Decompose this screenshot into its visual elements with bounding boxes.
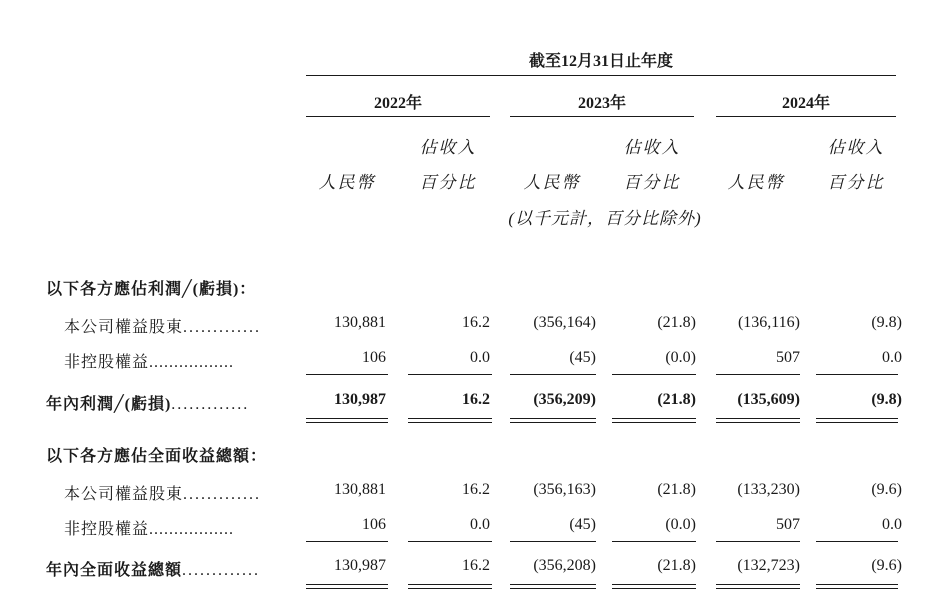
section-heading-comprehensive: 以下各方應佔全面收益總額： — [46, 448, 268, 465]
subtotal-rule — [510, 541, 596, 542]
year-rule-2022 — [306, 116, 490, 117]
ratio-header-2022-line2: 百分比 — [419, 173, 477, 192]
double-rule — [408, 422, 492, 423]
currency-header-2022: 人民幣 — [318, 173, 376, 192]
dot-leader: ............. — [183, 319, 262, 336]
row-label: 非控股權益................. — [64, 521, 235, 538]
subtotal-rule — [612, 374, 696, 375]
double-rule — [816, 588, 898, 589]
row-label: 本公司權益股東............. — [64, 486, 262, 503]
ratio-header-2024-line2: 百分比 — [827, 173, 885, 192]
cell-2024-pct: (9.8) — [871, 314, 902, 331]
cell-2023-rmb: (356,163) — [533, 481, 596, 498]
total-2023-pct: (21.8) — [657, 391, 696, 408]
double-rule — [408, 588, 492, 589]
total-2022-pct: 16.2 — [462, 557, 490, 574]
total-2024-pct: (9.8) — [871, 391, 902, 408]
cell-2022-pct: 16.2 — [462, 314, 490, 331]
total-label: 年內全面收益總額............. — [46, 562, 261, 579]
total-2024-rmb: (132,723) — [737, 557, 800, 574]
total-2023-rmb: (356,209) — [533, 391, 596, 408]
total-2022-rmb: 130,987 — [334, 557, 386, 574]
cell-2022-rmb: 106 — [362, 516, 386, 533]
cell-2023-pct: (21.8) — [657, 314, 696, 331]
subtotal-rule — [716, 541, 800, 542]
subtotal-rule — [408, 374, 492, 375]
double-rule — [612, 422, 696, 423]
double-rule — [306, 422, 388, 423]
cell-2023-rmb: (356,164) — [533, 314, 596, 331]
total-2022-pct: 16.2 — [462, 391, 490, 408]
cell-2022-pct: 0.0 — [470, 349, 490, 366]
total-2022-rmb: 130,987 — [334, 391, 386, 408]
subtotal-rule — [306, 374, 388, 375]
cell-2024-pct: 0.0 — [882, 349, 902, 366]
year-2023: 2023年 — [577, 95, 626, 112]
double-rule — [510, 422, 596, 423]
year-2024: 2024年 — [781, 95, 830, 112]
subtotal-rule — [816, 374, 898, 375]
cell-2022-rmb: 106 — [362, 349, 386, 366]
double-rule — [716, 422, 800, 423]
dot-leader: ............. — [171, 396, 250, 413]
year-rule-2024 — [716, 116, 896, 117]
subtotal-rule — [716, 374, 800, 375]
year-2022: 2022年 — [373, 95, 422, 112]
row-label: 非控股權益................. — [64, 354, 235, 371]
cell-2022-pct: 16.2 — [462, 481, 490, 498]
cell-2024-rmb: 507 — [776, 349, 800, 366]
header-rule — [306, 75, 896, 76]
total-2024-pct: (9.6) — [871, 557, 902, 574]
currency-header-2023: 人民幣 — [523, 173, 581, 192]
cell-2023-pct: (0.0) — [665, 516, 696, 533]
dot-leader: ................. — [149, 354, 235, 371]
subtotal-rule — [612, 541, 696, 542]
double-rule — [510, 588, 596, 589]
ratio-header-2023-line2: 百分比 — [623, 173, 681, 192]
subtotal-rule — [510, 374, 596, 375]
double-rule — [816, 422, 898, 423]
cell-2023-rmb: (45) — [569, 349, 596, 366]
subtotal-rule — [306, 541, 388, 542]
total-2023-rmb: (356,208) — [533, 557, 596, 574]
dot-leader: ................. — [149, 521, 235, 538]
subtotal-rule — [816, 541, 898, 542]
cell-2024-rmb: (133,230) — [737, 481, 800, 498]
ratio-header-2023-line1: 佔收入 — [623, 138, 681, 157]
row-label: 本公司權益股東............. — [64, 319, 262, 336]
period-title: 截至12月31日止年度 — [528, 53, 673, 70]
double-rule — [612, 588, 696, 589]
cell-2022-rmb: 130,881 — [334, 481, 386, 498]
dot-leader: ............. — [182, 562, 261, 579]
total-2023-pct: (21.8) — [657, 557, 696, 574]
cell-2022-rmb: 130,881 — [334, 314, 386, 331]
unit-note: (以千元計，百分比除外) — [508, 209, 702, 228]
cell-2024-pct: (9.6) — [871, 481, 902, 498]
double-rule — [306, 588, 388, 589]
cell-2024-rmb: (136,116) — [737, 314, 800, 331]
cell-2023-rmb: (45) — [569, 516, 596, 533]
total-label: 年內利潤╱(虧損)............. — [46, 396, 250, 413]
ratio-header-2022-line1: 佔收入 — [419, 138, 477, 157]
total-2024-rmb: (135,609) — [737, 391, 800, 408]
currency-header-2024: 人民幣 — [727, 173, 785, 192]
cell-2022-pct: 0.0 — [470, 516, 490, 533]
cell-2023-pct: (21.8) — [657, 481, 696, 498]
cell-2024-pct: 0.0 — [882, 516, 902, 533]
double-rule — [716, 588, 800, 589]
cell-2024-rmb: 507 — [776, 516, 800, 533]
cell-2023-pct: (0.0) — [665, 349, 696, 366]
dot-leader: ............. — [183, 486, 262, 503]
ratio-header-2024-line1: 佔收入 — [827, 138, 885, 157]
subtotal-rule — [408, 541, 492, 542]
section-heading-profit: 以下各方應佔利潤╱(虧損)： — [46, 281, 257, 298]
year-rule-2023 — [510, 116, 694, 117]
